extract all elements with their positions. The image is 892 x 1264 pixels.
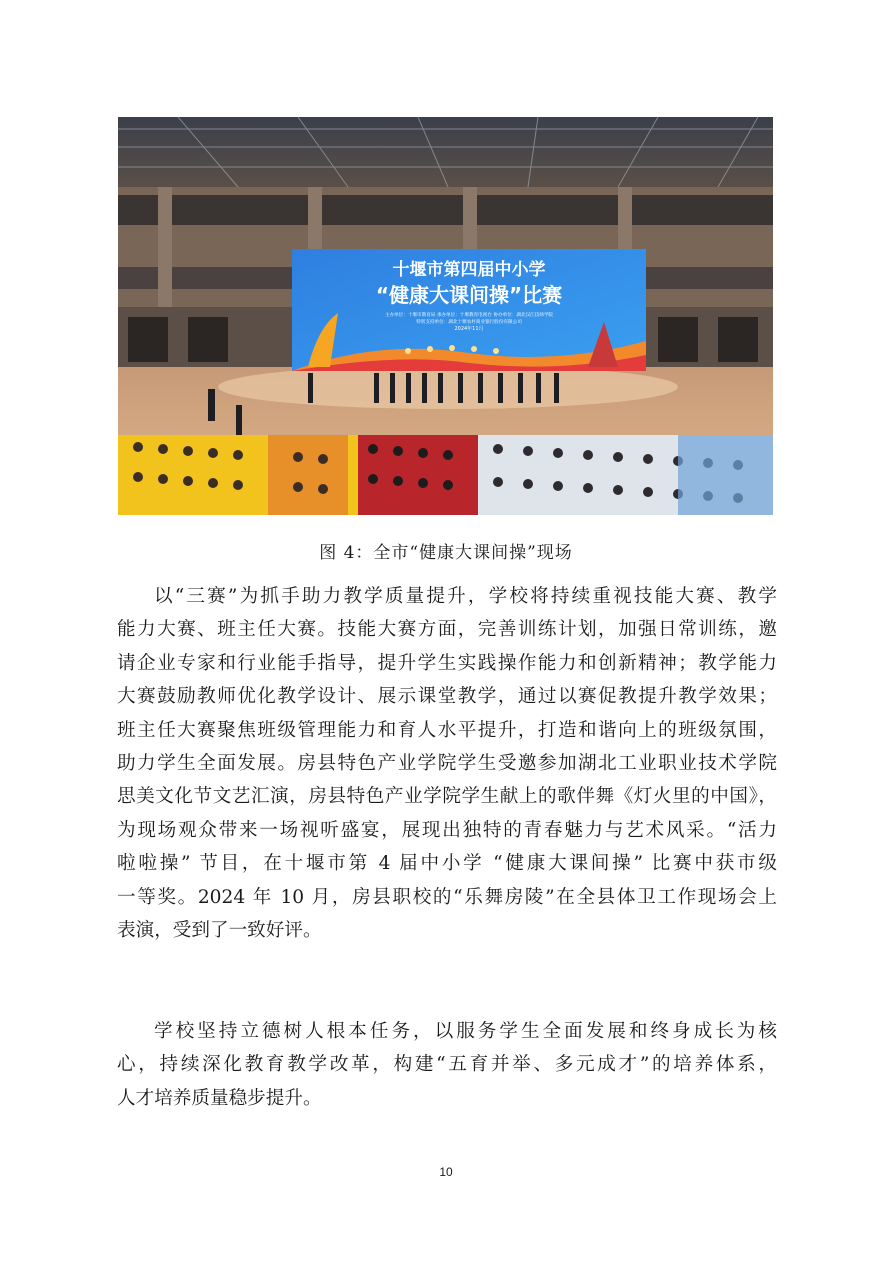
text-line: 以“三赛”为抓手助力教学质量提升，学校将持续重视技能大赛、教学 (154, 586, 777, 607)
text-line: 助力学生全面发展。房县特色产业学院学生受邀参加湖北工业职业技术学院 (117, 753, 777, 775)
screen-title-line1: 十堰市第四届中小学 (392, 260, 546, 280)
text-line: 能力大赛、班主任大赛。技能大赛方面，完善训练计划，加强日常训练，邀 (117, 619, 777, 641)
text-line: 一等奖。2024 年 10 月，房县职校的“乐舞房陵”在全县体卫工作现场会上 (117, 886, 777, 908)
text-line: 为现场观众带来一场视听盛宴，展现出独特的青春魅力与艺术风采。“活力 (117, 819, 777, 841)
text-line: 表演，受到了一致好评。 (117, 920, 322, 942)
event-photo-illustration (118, 117, 773, 515)
text-line: 请企业专家和行业能手指导，提升学生实践操作能力和创新精神；教学能力 (117, 652, 777, 674)
page-number: 10 (439, 1165, 453, 1179)
text-line: 人才培养质量稳步提升。 (117, 1087, 322, 1109)
text-line: 大赛鼓励教师优化教学设计、展示课堂教学，通过以赛促教提升教学效果； (117, 686, 777, 708)
figure-caption: 图 4：全市“健康大课间操”现场 (319, 543, 573, 563)
text-line: 啦啦操” 节目，在十堰市第 4 届中小学 “健康大课间操” 比赛中获市级 (117, 853, 777, 875)
screen-organizer-line2: 特别支持单位：湖北十堰农村商业银行股份有限公司 (416, 320, 522, 325)
text-line: 心，持续深化教育教学改革，构建“五育并举、多元成才”的培养体系， (117, 1054, 777, 1076)
paragraph-education (117, 1015, 777, 1115)
text-line: 学校坚持立德树人根本任务，以服务学生全面发展和终身成长为核 (154, 1021, 777, 1042)
screen-title-line2: “健康大课间操”比赛 (375, 283, 563, 307)
event-photo (118, 117, 773, 515)
screen-date: 2024年11月 (454, 326, 484, 332)
paragraph-competitions (117, 580, 777, 947)
text-line: 班主任大赛聚焦班级管理能力和育人水平提升，打造和谐向上的班级氛围， (117, 719, 777, 741)
text-line: 思美文化节文艺汇演，房县特色产业学院学生献上的歌伴舞《灯火里的中国》， (117, 786, 777, 808)
screen-organizer-line1: 主办单位：十堰市教育局 承办单位：十堰教育电视台 协办单位：湖北汉江技师学院 (384, 313, 554, 318)
